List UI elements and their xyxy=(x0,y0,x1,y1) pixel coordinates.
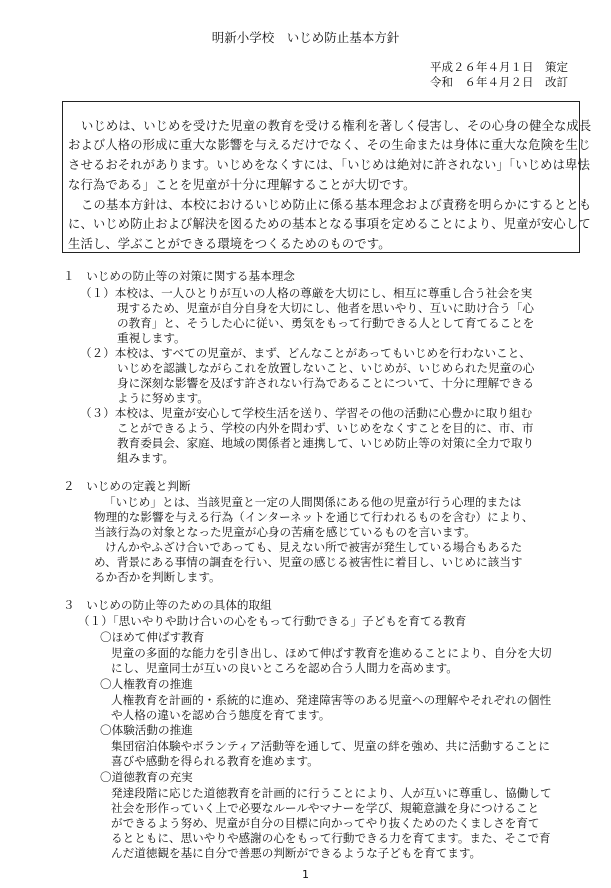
page-title: 明新小学校 いじめ防止基本方針 xyxy=(211,30,400,45)
section-1-item-1: 重視します。 xyxy=(117,331,186,345)
item-line: 人権教育を計画的・系統的に進め、発達障害等のある児童への理解やそれぞれの個性 xyxy=(111,693,552,707)
intro-line: この基本方針は、本校におけるいじめ防止に係る基本理念および責務を明らかにするととも xyxy=(81,198,592,212)
intro-line: および人格の形成に重大な影響を与えるだけでなく、その生命または身体に重大な危険を生じ xyxy=(68,138,591,152)
section-1-item-2: ように努めます。 xyxy=(117,391,209,405)
section-1-item-3: 教育委員会、家庭、地域の関係者と連携して、いじめ防止等の対策に全力で取り xyxy=(117,436,535,450)
intro-line: な行為である」ことを児童が十分に理解することが大切です。 xyxy=(68,178,416,192)
intro-line: 生活し、学ぶことができる環境をつくるためのものです。 xyxy=(68,237,391,251)
section-1-item-3: （３）本校は、児童が安心して学校生活を送り、学習その他の活動に心豊かに取り組む xyxy=(80,406,533,420)
section-2-line: るか否かを判断します。 xyxy=(94,570,221,584)
revision-date: 令和 ６年４月２日 改訂 xyxy=(430,75,568,89)
section-1-item-3: 組みます。 xyxy=(117,451,175,465)
item-line: んだ道徳観を基に自分で善悪の判断ができるような子どもを育てます。 xyxy=(111,846,482,860)
page-number: 1 xyxy=(302,868,309,881)
section-1-heading: １ いじめの防止等の対策に関する基本理念 xyxy=(63,269,295,283)
section-1-item-1: （１）本校は、一人ひとりが互いの人格の尊厳を大切にし、相互に尊重し合う社会を実 xyxy=(80,286,533,300)
section-1-item-2: いじめを認識しながらこれを放置しないこと、いじめが、いじめられた児童の心 xyxy=(117,361,535,375)
item-line: 児童の多面的な能力を引き出し、ほめて伸ばす教育を進めることにより、自分を大切 xyxy=(111,646,552,660)
section-3-heading: ３ いじめの防止等のための具体的取組 xyxy=(63,598,272,612)
section-1-item-1: 現するため、児童が自分自身を大切にし、他者を思いやり、互いに助け合う「心 xyxy=(117,301,534,315)
item-line: 社会を形作っていく上で必要なルールやマナーを学び、規範意識を身につけること xyxy=(111,801,540,815)
item-heading: 〇人権教育の推進 xyxy=(100,677,193,691)
section-2-heading: ２ いじめの定義と判断 xyxy=(63,479,191,493)
item-heading: 〇道徳教育の充実 xyxy=(100,770,193,784)
section-2-line: 物理的な影響を与える行為（インターネットを通じて行われるものを含む）により、 xyxy=(94,510,534,524)
item-line: や人格の違いを認め合う態度を育てます。 xyxy=(111,708,331,722)
enactment-date: 平成２６年４月１日 策定 xyxy=(430,60,568,74)
section-2-line: けんかやふざけ合いであっても、見えない所で被害が発生している場合もあるた xyxy=(105,540,523,554)
section-1-item-2: 身に深刻な影響を及ぼす許されない行為であることについて、十分に理解できる xyxy=(117,376,534,390)
item-line: 喜びや感動を得られる教育を進めます。 xyxy=(111,754,319,768)
section-3-subheading: （１）「思いやりや助け合いの心をもって行動できる」子どもを育てる教育 xyxy=(78,614,467,628)
section-1-item-3: ことができるよう、学校の内外を問わず、いじめをなくすことを目的に、市、市 xyxy=(117,421,534,435)
section-1-item-1: の教育」と、そうした心に従い、勇気をもって行動できる人として育てることを xyxy=(117,316,535,330)
intro-line: させるおそれがあります。いじめをなくすには、「いじめは絶対に許されない」「いじめは卑怯 xyxy=(68,158,590,172)
section-2-line: 「いじめ」とは、当該児童と一定の人間関係にある他の児童が行う心理的または xyxy=(104,495,522,509)
item-line: 発達段階に応じた道徳教育を計画的に行うことにより、人が互いに尊重し、協働して xyxy=(111,786,552,800)
section-1-item-2: （２）本校は、すべての児童が、まず、どんなことがあってもいじめを行わないこと、 xyxy=(80,346,531,360)
item-heading: 〇体験活動の推進 xyxy=(100,723,193,737)
section-2-line: め、背景にある事情の調査を行い、児童の感じる被害性に着目し、いじめに該当す xyxy=(94,555,523,569)
item-heading: 〇ほめて伸ばす教育 xyxy=(100,630,205,644)
item-line: ができるよう努め、児童が自分の目標に向かってやり抜くためのたくましさを育て xyxy=(111,816,540,830)
item-line: 集団宿泊体験やボランティア活動等を通して、児童の絆を強め、共に活動することに xyxy=(111,739,550,753)
intro-line: いじめは、いじめを受けた児童の教育を受ける権利を著しく侵害し、その心身の健全な成長 xyxy=(81,119,592,133)
section-2-line: 当該行為の対象となった児童が心身の苦痛を感じているものを言います。 xyxy=(94,525,476,539)
item-line: るとともに、思いやりや感謝の心をもって行動できる力を育てます。また、そこで育 xyxy=(111,831,551,845)
item-line: にし、児童同士が互いの良いところを認め合う人間力を高めます。 xyxy=(111,661,458,675)
intro-line: に、いじめ防止および解決を図るための基本となる事項を定めることにより、児童が安心して xyxy=(68,217,591,231)
